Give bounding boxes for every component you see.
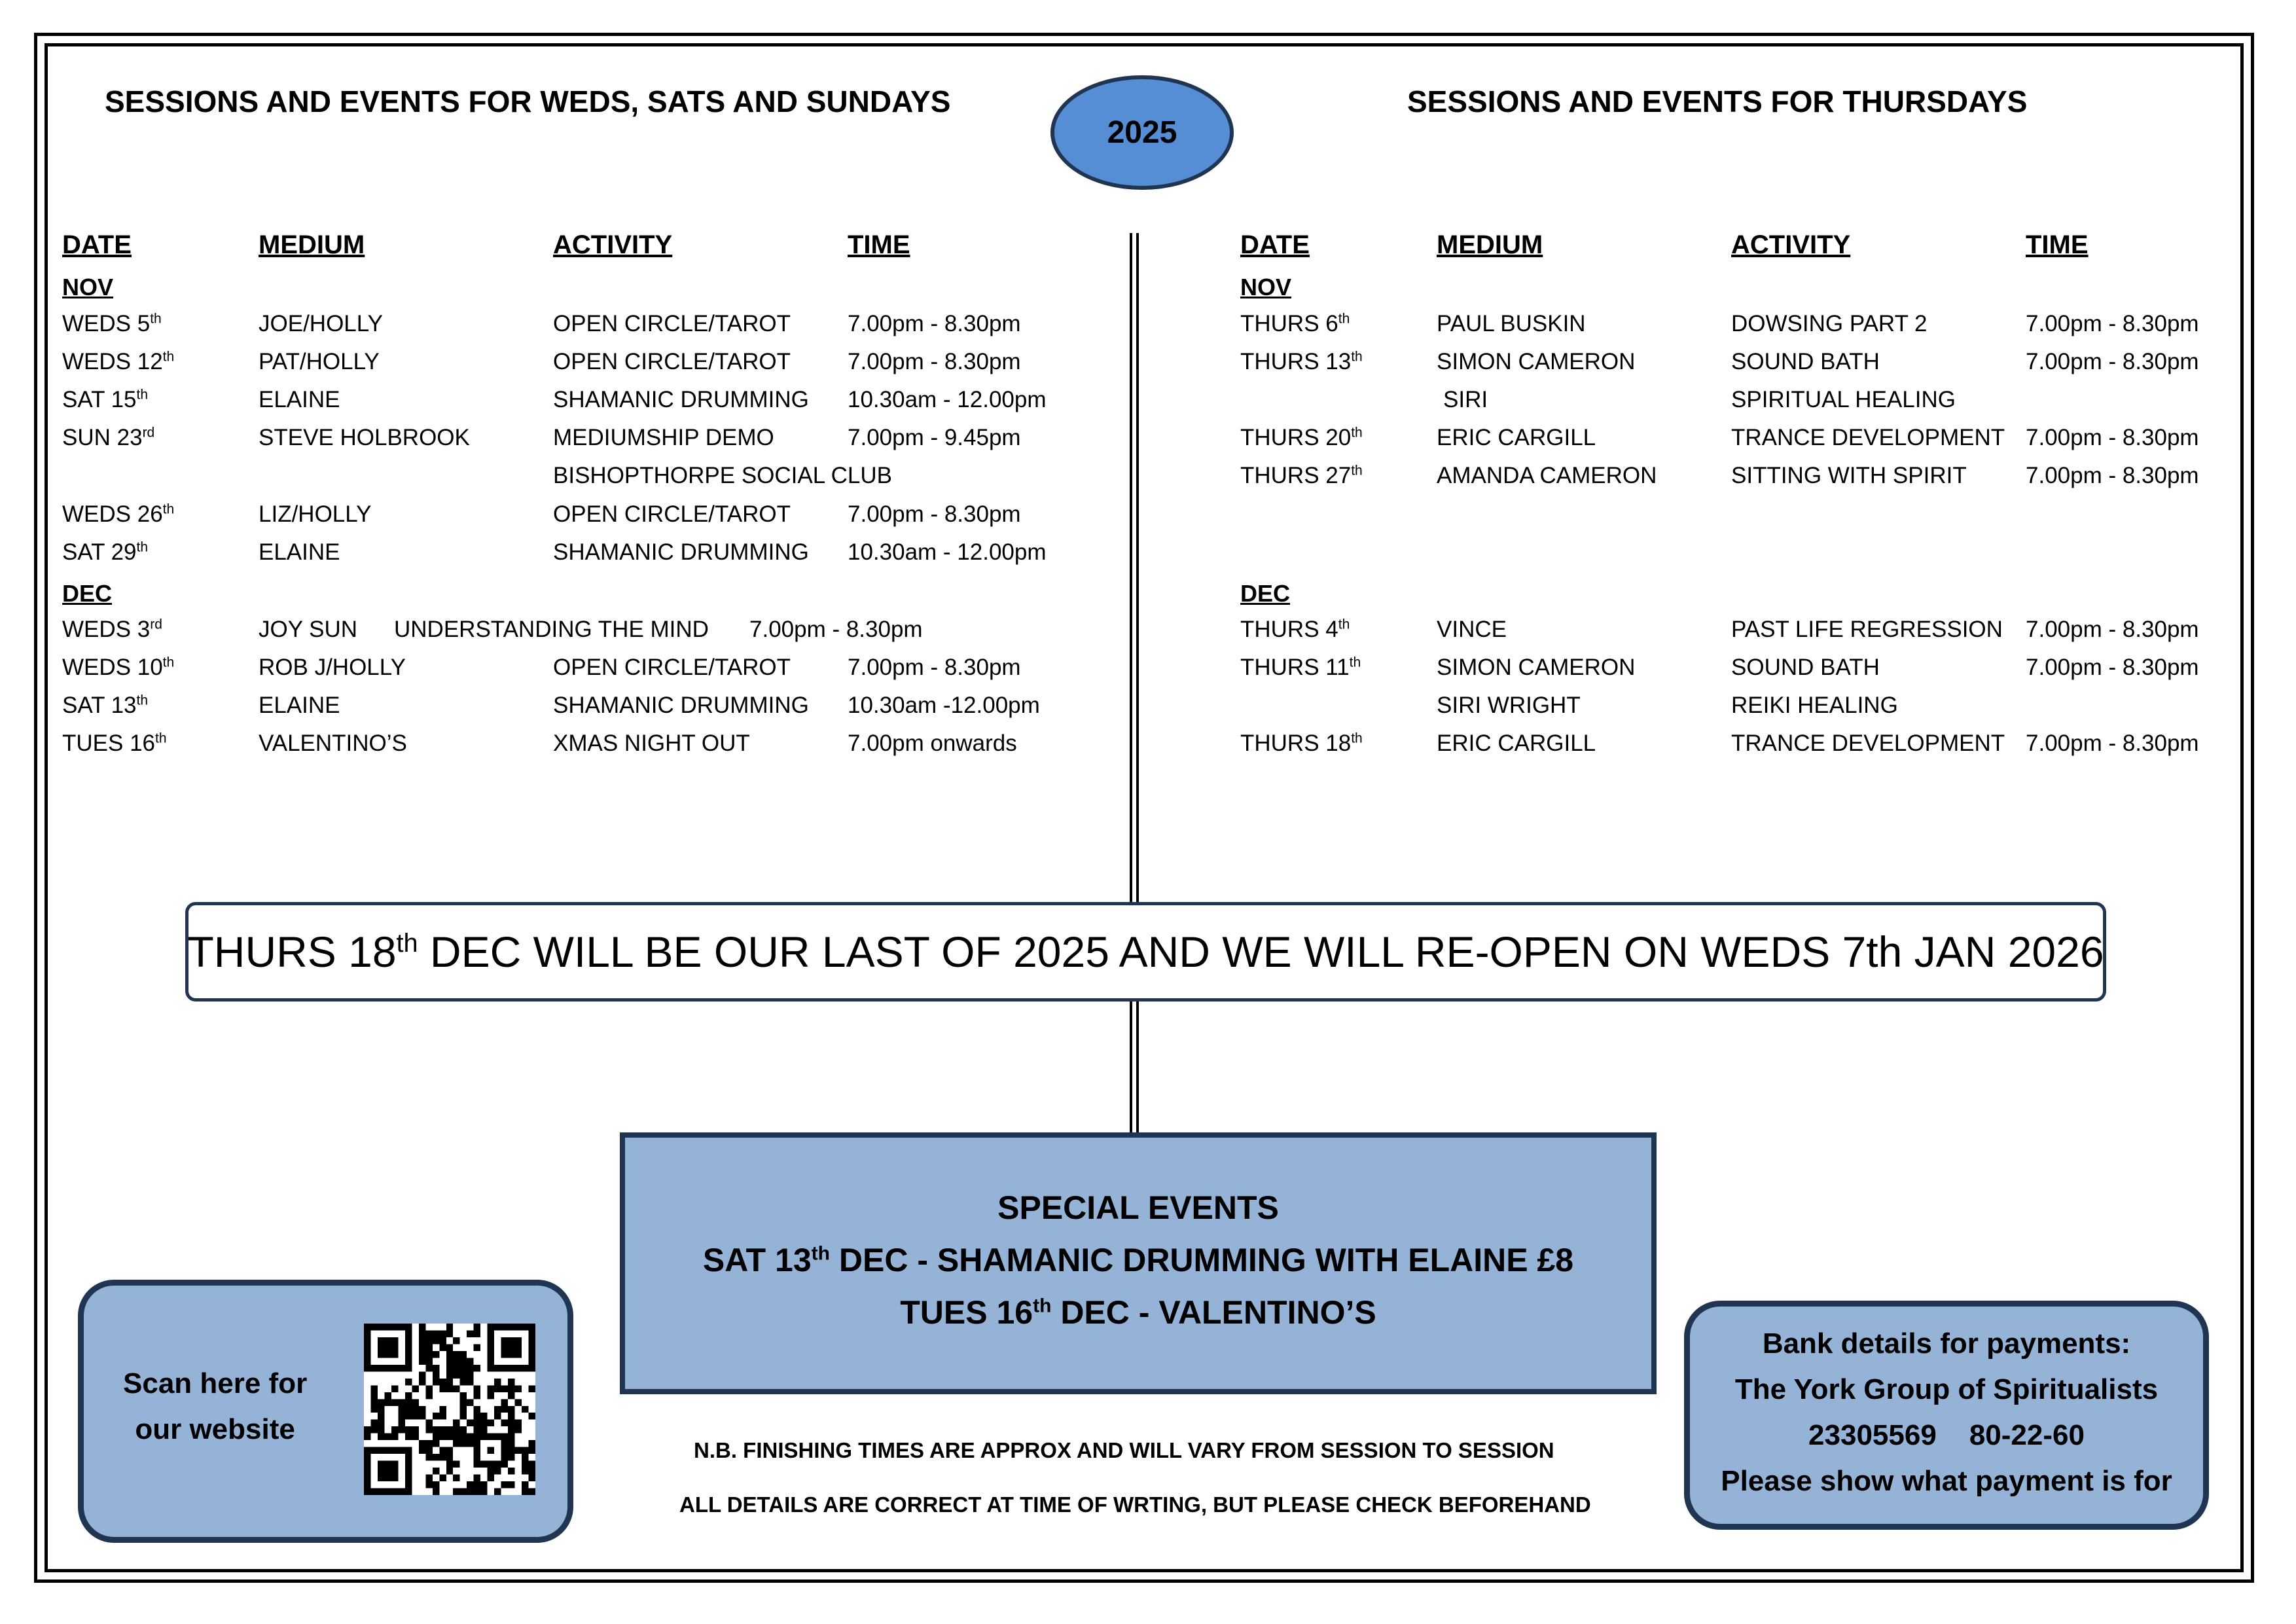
left-row-date-suffix: th bbox=[150, 311, 162, 327]
left-row-medium: VALENTINO’S bbox=[259, 731, 407, 756]
left-row-date-suffix: th bbox=[155, 731, 167, 746]
right-row-medium: ERIC CARGILL bbox=[1437, 425, 1596, 450]
right-row-date-text: THURS 18 bbox=[1240, 731, 1352, 756]
right-row-activity: TRANCE DEVELOPMENT bbox=[1731, 425, 2005, 450]
right-row-date-suffix: th bbox=[1349, 655, 1361, 670]
left-row-medium: JOE/HOLLY bbox=[259, 311, 383, 336]
right-row-activity: SITTING WITH SPIRIT bbox=[1731, 463, 1967, 488]
left-row-medium: ELAINE bbox=[259, 693, 340, 718]
right-row-date bbox=[1240, 425, 1363, 451]
left-row-date-suffix: th bbox=[162, 501, 175, 517]
special-event-1: SAT 13th DEC - SHAMANIC DRUMMING WITH ELAINE £8 bbox=[702, 1242, 1574, 1278]
right-row-date bbox=[1240, 349, 1363, 375]
left-header-medium: MEDIUM bbox=[259, 230, 365, 259]
left-row-date-text: WEDS 3 bbox=[62, 617, 151, 642]
left-month-dec: DEC bbox=[62, 580, 113, 607]
right-row-time: 7.00pm - 8.30pm bbox=[2026, 311, 2199, 336]
right-row-medium: PAUL BUSKIN bbox=[1437, 311, 1586, 336]
right-row-date-suffix: th bbox=[1351, 425, 1363, 441]
right-header-date: DATE bbox=[1240, 230, 1310, 259]
right-header-medium: MEDIUM bbox=[1437, 230, 1543, 259]
left-row-date-suffix: th bbox=[136, 539, 149, 555]
left-row-date-text: WEDS 5 bbox=[62, 311, 151, 336]
left-row-date-text: WEDS 12 bbox=[62, 349, 163, 374]
right-row-date bbox=[1240, 617, 1350, 643]
left-row-time: 10.30am -12.00pm bbox=[848, 693, 1040, 718]
right-row-activity: REIKI HEALING bbox=[1731, 693, 1898, 718]
left-row-medium: LIZ/HOLLY bbox=[259, 501, 372, 527]
left-row-date-text: SAT 29 bbox=[62, 539, 137, 565]
left-row-activity: MEDIUMSHIP DEMO bbox=[553, 425, 774, 450]
bank-numbers bbox=[1690, 1413, 2203, 1458]
right-row-medium: SIMON CAMERON bbox=[1437, 655, 1636, 680]
right-section-title: SESSIONS AND EVENTS FOR THURSDAYS bbox=[1407, 84, 2028, 118]
left-row-activity: OPEN CIRCLE/TAROT bbox=[553, 501, 791, 527]
left-row-date bbox=[62, 617, 162, 643]
special-events-title: SPECIAL EVENTS bbox=[997, 1189, 1279, 1226]
right-row-activity: DOWSING PART 2 bbox=[1731, 311, 1928, 336]
left-row-date bbox=[62, 425, 154, 451]
left-row-activity: OPEN CIRCLE/TAROT bbox=[553, 655, 791, 680]
right-row-date-text: THURS 13 bbox=[1240, 349, 1352, 374]
right-row-medium: SIRI bbox=[1443, 387, 1488, 412]
left-row-date bbox=[62, 349, 174, 375]
notice-date-suffix: th bbox=[396, 929, 418, 958]
right-row-activity: SOUND BATH bbox=[1731, 655, 1880, 680]
right-row-date-suffix: th bbox=[1338, 311, 1350, 327]
right-row-activity: PAST LIFE REGRESSION bbox=[1731, 617, 2003, 642]
left-row-date bbox=[62, 655, 174, 681]
left-row-date-text: TUES 16 bbox=[62, 731, 155, 756]
left-row-date-suffix: th bbox=[136, 387, 149, 403]
left-row-medium: ELAINE bbox=[259, 539, 340, 565]
left-row-medium: ELAINE bbox=[259, 387, 340, 412]
notice-message: DEC WILL BE OUR LAST OF 2025 AND WE WILL RE-OPEN ON WEDS 7th JAN 2026 bbox=[418, 928, 2104, 976]
left-header-activity: ACTIVITY bbox=[553, 230, 673, 259]
left-row-date-text: WEDS 10 bbox=[62, 655, 163, 680]
notice-text bbox=[187, 927, 2104, 977]
finishing-times-note: N.B. FINISHING TIMES ARE APPROX AND WILL VARY FROM SESSION TO SESSION bbox=[694, 1438, 1554, 1462]
left-row-date bbox=[62, 693, 148, 719]
left-section-title: SESSIONS AND EVENTS FOR WEDS, SATS AND SUNDAYS bbox=[105, 84, 951, 118]
right-row-time: 7.00pm - 8.30pm bbox=[2026, 463, 2199, 488]
right-header-activity: ACTIVITY bbox=[1731, 230, 1851, 259]
right-month-dec: DEC bbox=[1240, 580, 1291, 607]
left-row-date bbox=[62, 387, 148, 413]
right-row-date bbox=[1240, 311, 1350, 337]
left-row-time: 10.30am - 12.00pm bbox=[848, 387, 1047, 412]
left-row-activity: OPEN CIRCLE/TAROT bbox=[553, 311, 791, 336]
right-row-date-suffix: th bbox=[1351, 463, 1363, 478]
right-row-date bbox=[1240, 463, 1363, 489]
closing-notice-banner bbox=[185, 902, 2106, 1001]
qr-code-icon[interactable] bbox=[359, 1324, 540, 1495]
right-row-medium: ERIC CARGILL bbox=[1437, 731, 1596, 756]
left-row-time: 7.00pm onwards bbox=[848, 731, 1017, 756]
left-row-date-suffix: rd bbox=[142, 425, 155, 441]
left-row-date-text: WEDS 26 bbox=[62, 501, 163, 527]
right-row-date-suffix: th bbox=[1338, 617, 1350, 632]
bank-account-number: 23305569 bbox=[1808, 1419, 1937, 1451]
left-row-medium: STEVE HOLBROOK bbox=[259, 425, 470, 450]
left-row-date-text: SUN 23 bbox=[62, 425, 143, 450]
bank-title: Bank details for payments: bbox=[1762, 1327, 2131, 1360]
left-row-date-suffix: rd bbox=[150, 617, 162, 632]
left-row-medium: ROB J/HOLLY bbox=[259, 655, 406, 680]
right-row-time: 7.00pm - 8.30pm bbox=[2026, 349, 2199, 374]
right-row-time: 7.00pm - 8.30pm bbox=[2026, 617, 2199, 642]
right-row-medium: AMANDA CAMERON bbox=[1437, 463, 1657, 488]
bank-instruction: Please show what payment is for bbox=[1721, 1465, 2172, 1497]
right-row-activity: SPIRITUAL HEALING bbox=[1731, 387, 1956, 412]
right-row-date-suffix: th bbox=[1351, 349, 1363, 365]
left-header-date: DATE bbox=[62, 230, 132, 259]
left-row-time: 7.00pm - 8.30pm bbox=[848, 655, 1021, 680]
left-row-date-suffix: th bbox=[136, 693, 149, 708]
accuracy-note: ALL DETAILS ARE CORRECT AT TIME OF WRTING, BUT PLEASE CHECK BEFOREHAND bbox=[679, 1492, 1591, 1517]
qr-caption-line-1: Scan here for bbox=[123, 1367, 308, 1399]
right-row-activity: TRANCE DEVELOPMENT bbox=[1731, 731, 2005, 756]
qr-caption-line-2: our website bbox=[135, 1413, 295, 1445]
right-row-date-suffix: th bbox=[1351, 731, 1363, 746]
right-header-time: TIME bbox=[2026, 230, 2089, 259]
left-row-activity: UNDERSTANDING THE MIND bbox=[394, 617, 709, 642]
left-row-date bbox=[62, 731, 167, 757]
left-row-date bbox=[62, 311, 162, 337]
left-row-activity: SHAMANIC DRUMMING bbox=[553, 539, 809, 565]
right-month-nov: NOV bbox=[1240, 274, 1292, 300]
right-row-activity: SOUND BATH bbox=[1731, 349, 1880, 374]
bank-account-name: The York Group of Spiritualists bbox=[1734, 1373, 2159, 1405]
left-row-medium: PAT/HOLLY bbox=[259, 349, 380, 374]
right-row-date-text: THURS 27 bbox=[1240, 463, 1352, 488]
left-row-time: 7.00pm - 9.45pm bbox=[848, 425, 1021, 450]
left-row-date-suffix: th bbox=[162, 655, 175, 670]
bank-details-box bbox=[1684, 1301, 2209, 1530]
bank-sort-code: 80-22-60 bbox=[1969, 1419, 2085, 1451]
left-row-date bbox=[62, 539, 148, 566]
left-row-activity: SHAMANIC DRUMMING bbox=[553, 387, 809, 412]
left-row-date-text: SAT 15 bbox=[62, 387, 137, 412]
right-row-date-text: THURS 20 bbox=[1240, 425, 1352, 450]
left-row-activity: BISHOPTHORPE SOCIAL CLUB bbox=[553, 463, 892, 488]
left-row-activity: XMAS NIGHT OUT bbox=[553, 731, 750, 756]
right-row-time: 7.00pm - 8.30pm bbox=[2026, 731, 2199, 756]
left-month-nov: NOV bbox=[62, 274, 114, 300]
left-row-time: 7.00pm - 8.30pm bbox=[848, 349, 1021, 374]
right-row-time: 7.00pm - 8.30pm bbox=[2026, 425, 2199, 450]
right-row-date-text: THURS 4 bbox=[1240, 617, 1338, 642]
special-event-2: TUES 16th DEC - VALENTINO’S bbox=[900, 1294, 1376, 1331]
left-row-activity: OPEN CIRCLE/TAROT bbox=[553, 349, 791, 374]
right-row-time: 7.00pm - 8.30pm bbox=[2026, 655, 2199, 680]
left-row-time: 7.00pm - 8.30pm bbox=[749, 617, 923, 642]
left-row-time: 10.30am - 12.00pm bbox=[848, 539, 1047, 565]
right-row-date bbox=[1240, 731, 1363, 757]
left-row-medium: JOY SUN bbox=[259, 617, 358, 642]
year-label: 2025 bbox=[1107, 115, 1177, 150]
qr-caption bbox=[123, 1361, 307, 1453]
special-events-box bbox=[620, 1132, 1657, 1394]
left-row-activity: SHAMANIC DRUMMING bbox=[553, 693, 809, 718]
right-row-medium: SIMON CAMERON bbox=[1437, 349, 1636, 374]
left-row-time: 7.00pm - 8.30pm bbox=[848, 311, 1021, 336]
left-row-date-text: SAT 13 bbox=[62, 693, 137, 718]
left-row-date-suffix: th bbox=[162, 349, 175, 365]
left-row-time: 7.00pm - 8.30pm bbox=[848, 501, 1021, 527]
left-row-date bbox=[62, 501, 174, 528]
left-header-time: TIME bbox=[848, 230, 910, 259]
right-row-date bbox=[1240, 655, 1361, 681]
right-row-medium: VINCE bbox=[1437, 617, 1507, 642]
right-row-date-text: THURS 11 bbox=[1240, 655, 1350, 680]
notice-date: THURS 18 bbox=[187, 928, 397, 976]
right-row-medium: SIRI WRIGHT bbox=[1437, 693, 1581, 718]
right-row-date-text: THURS 6 bbox=[1240, 311, 1338, 336]
year-badge bbox=[1050, 75, 1234, 190]
